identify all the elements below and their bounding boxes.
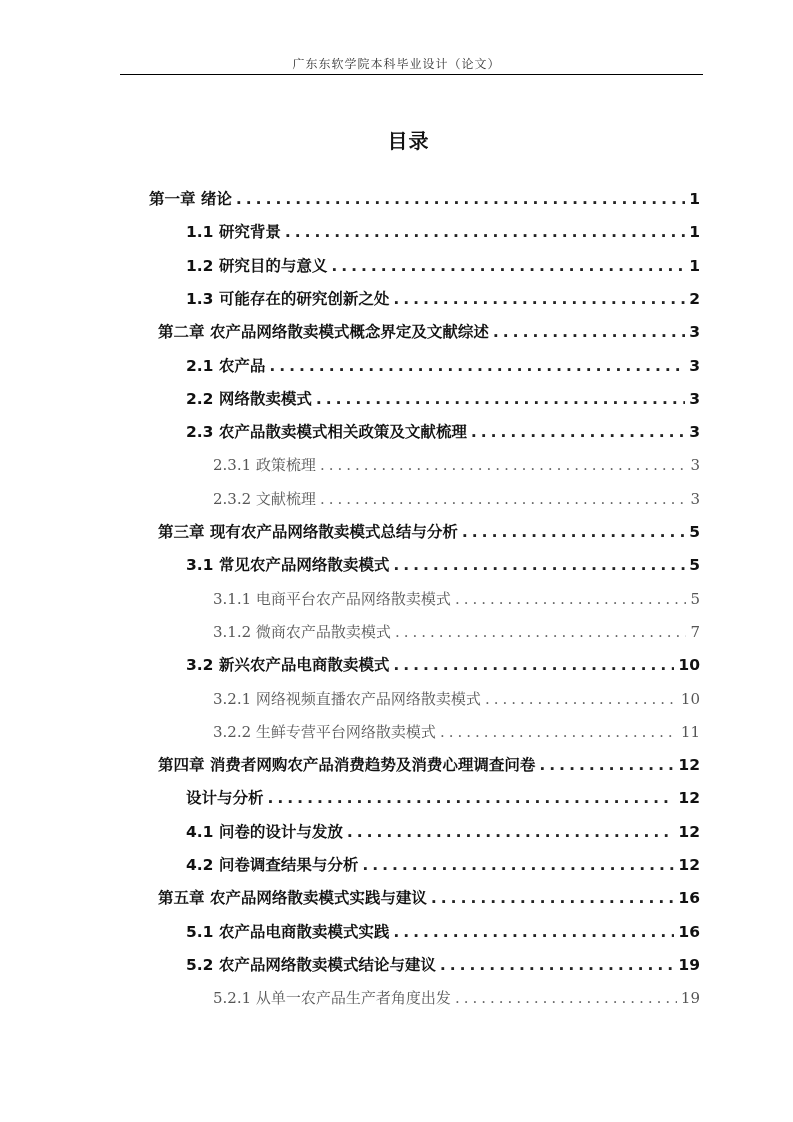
toc-entry[interactable] bbox=[186, 216, 700, 249]
toc-entry-label: 2.3 农产品散卖模式相关政策及文献梳理 bbox=[186, 423, 467, 442]
toc-entry-page-number: 11 bbox=[680, 722, 700, 741]
toc-entry[interactable] bbox=[186, 549, 700, 582]
toc-entry-label: 第四章 消费者网购农产品消费趋势及消费心理调查问卷 bbox=[158, 756, 536, 775]
dot-leader bbox=[395, 616, 687, 649]
dot-leader bbox=[347, 816, 675, 849]
toc-entry-page-number: 2 bbox=[689, 289, 700, 308]
dot-leader bbox=[316, 383, 685, 416]
toc-entry-page-number: 1 bbox=[689, 223, 700, 242]
dot-leader bbox=[236, 183, 685, 216]
toc-entry[interactable] bbox=[158, 749, 700, 782]
toc-entry-label: 2.2 网络散卖模式 bbox=[186, 389, 312, 408]
dot-leader bbox=[393, 549, 685, 582]
toc-entry-page-number: 5 bbox=[689, 523, 700, 541]
toc-entry-label: 1.2 研究目的与意义 bbox=[186, 256, 328, 275]
toc-entry[interactable] bbox=[213, 683, 700, 716]
toc-entry[interactable] bbox=[186, 250, 700, 283]
toc-entry-page-number: 10 bbox=[680, 689, 700, 708]
toc-entry[interactable] bbox=[213, 716, 700, 749]
toc-entry[interactable] bbox=[158, 316, 700, 349]
dot-leader bbox=[539, 749, 674, 782]
toc-entry-page-number: 12 bbox=[678, 789, 700, 808]
toc-entry-page-number: 3 bbox=[690, 456, 700, 475]
toc-entry-label: 3.1.2 微商农产品散卖模式 bbox=[213, 622, 391, 641]
toc-entry-label: 5.2 农产品网络散卖模式结论与建议 bbox=[186, 955, 436, 974]
toc-entry-label: 2.3.2 文献梳理 bbox=[213, 489, 316, 508]
toc-entry-label: 第一章 绪论 bbox=[149, 190, 232, 208]
dot-leader bbox=[268, 782, 675, 815]
dot-leader bbox=[269, 350, 685, 383]
toc-entry-page-number: 3 bbox=[690, 489, 700, 508]
toc-entry[interactable] bbox=[213, 616, 700, 649]
toc-entry-page-number: 12 bbox=[678, 856, 700, 874]
dot-leader bbox=[440, 716, 677, 749]
toc-entry-label: 4.2 问卷调查结果与分析 bbox=[186, 856, 359, 874]
toc-entry[interactable] bbox=[186, 350, 700, 383]
toc-entry-page-number: 5 bbox=[689, 556, 700, 575]
toc-entry-label: 3.2.1 网络视频直播农产品网络散卖模式 bbox=[213, 689, 481, 708]
toc-title: 目录 bbox=[387, 129, 430, 153]
toc-entry-page-number: 12 bbox=[678, 822, 700, 841]
toc-entry-label: 2.1 农产品 bbox=[186, 356, 266, 375]
toc-entry-page-number: 19 bbox=[678, 955, 700, 974]
dot-leader bbox=[393, 649, 674, 682]
toc-entry[interactable] bbox=[213, 583, 700, 616]
toc-entry-label: 第二章 农产品网络散卖模式概念界定及文献综述 bbox=[158, 323, 489, 342]
dot-leader bbox=[493, 316, 685, 349]
toc-entry-label: 5.1 农产品电商散卖模式实践 bbox=[186, 922, 390, 941]
toc-entry[interactable] bbox=[213, 982, 700, 1015]
toc-entry-label: 1.1 研究背景 bbox=[186, 223, 281, 242]
toc-entry-label: 3.2 新兴农产品电商散卖模式 bbox=[186, 656, 390, 675]
toc-entry[interactable] bbox=[186, 916, 700, 949]
toc-entry-page-number: 3 bbox=[689, 323, 700, 342]
toc-entry[interactable] bbox=[186, 649, 700, 682]
toc-entry[interactable] bbox=[186, 949, 700, 982]
dot-leader bbox=[462, 516, 685, 549]
toc-entry[interactable] bbox=[186, 383, 700, 416]
toc-entry-label: 3.2.2 生鲜专营平台网络散卖模式 bbox=[213, 722, 436, 741]
toc-entry-label: 2.3.1 政策梳理 bbox=[213, 456, 316, 475]
toc-entry[interactable] bbox=[186, 416, 700, 449]
toc-entry[interactable] bbox=[186, 283, 700, 316]
toc-entry-label: 5.2.1 从单一农产品生产者角度出发 bbox=[213, 989, 451, 1008]
dot-leader bbox=[455, 982, 677, 1015]
toc-entry[interactable] bbox=[158, 516, 700, 549]
dot-leader bbox=[393, 283, 685, 316]
toc-entry[interactable] bbox=[149, 183, 700, 216]
toc-entry-page-number: 12 bbox=[678, 756, 700, 775]
toc-entry-page-number: 3 bbox=[689, 389, 700, 408]
toc-entry-label: 4.1 问卷的设计与发放 bbox=[186, 822, 343, 841]
toc-entry[interactable] bbox=[213, 449, 700, 482]
page-header: 广东东软学院本科毕业设计（论文） bbox=[292, 57, 501, 71]
toc-entry-page-number: 1 bbox=[689, 190, 700, 208]
toc-entry[interactable] bbox=[213, 483, 700, 516]
header-divider bbox=[120, 74, 703, 75]
dot-leader bbox=[320, 449, 687, 482]
dot-leader bbox=[485, 683, 677, 716]
toc-entry-page-number: 7 bbox=[690, 622, 700, 641]
toc-entry-page-number: 3 bbox=[689, 423, 700, 442]
toc-entry-label: 3.1 常见农产品网络散卖模式 bbox=[186, 556, 390, 575]
dot-leader bbox=[440, 949, 675, 982]
toc-entry[interactable] bbox=[186, 849, 700, 882]
toc-entry-label: 第三章 现有农产品网络散卖模式总结与分析 bbox=[158, 523, 458, 541]
toc-entry-label: 1.3 可能存在的研究创新之处 bbox=[186, 289, 390, 308]
toc-entry[interactable] bbox=[186, 816, 700, 849]
dot-leader bbox=[331, 250, 685, 283]
toc-entry-label: 3.1.1 电商平台农产品网络散卖模式 bbox=[213, 589, 451, 608]
toc-entry-page-number: 19 bbox=[680, 989, 700, 1008]
toc-entry-page-number: 1 bbox=[689, 256, 700, 275]
dot-leader bbox=[455, 583, 687, 616]
toc-entry[interactable] bbox=[158, 882, 700, 915]
toc-entry-page-number: 10 bbox=[678, 656, 700, 675]
toc-entry-page-number: 16 bbox=[678, 889, 700, 908]
dot-leader bbox=[285, 216, 685, 249]
toc-entry-page-number: 16 bbox=[678, 922, 700, 941]
toc-entry[interactable] bbox=[186, 782, 700, 815]
toc-entry-page-number: 5 bbox=[690, 589, 700, 608]
dot-leader bbox=[393, 916, 674, 949]
dot-leader bbox=[362, 849, 674, 882]
dot-leader bbox=[320, 483, 687, 516]
toc-entry-label: 第五章 农产品网络散卖模式实践与建议 bbox=[158, 889, 427, 908]
toc-entry-page-number: 3 bbox=[689, 356, 700, 375]
dot-leader bbox=[471, 416, 685, 449]
toc-entry-label: 设计与分析 bbox=[186, 789, 264, 808]
dot-leader bbox=[431, 882, 675, 915]
